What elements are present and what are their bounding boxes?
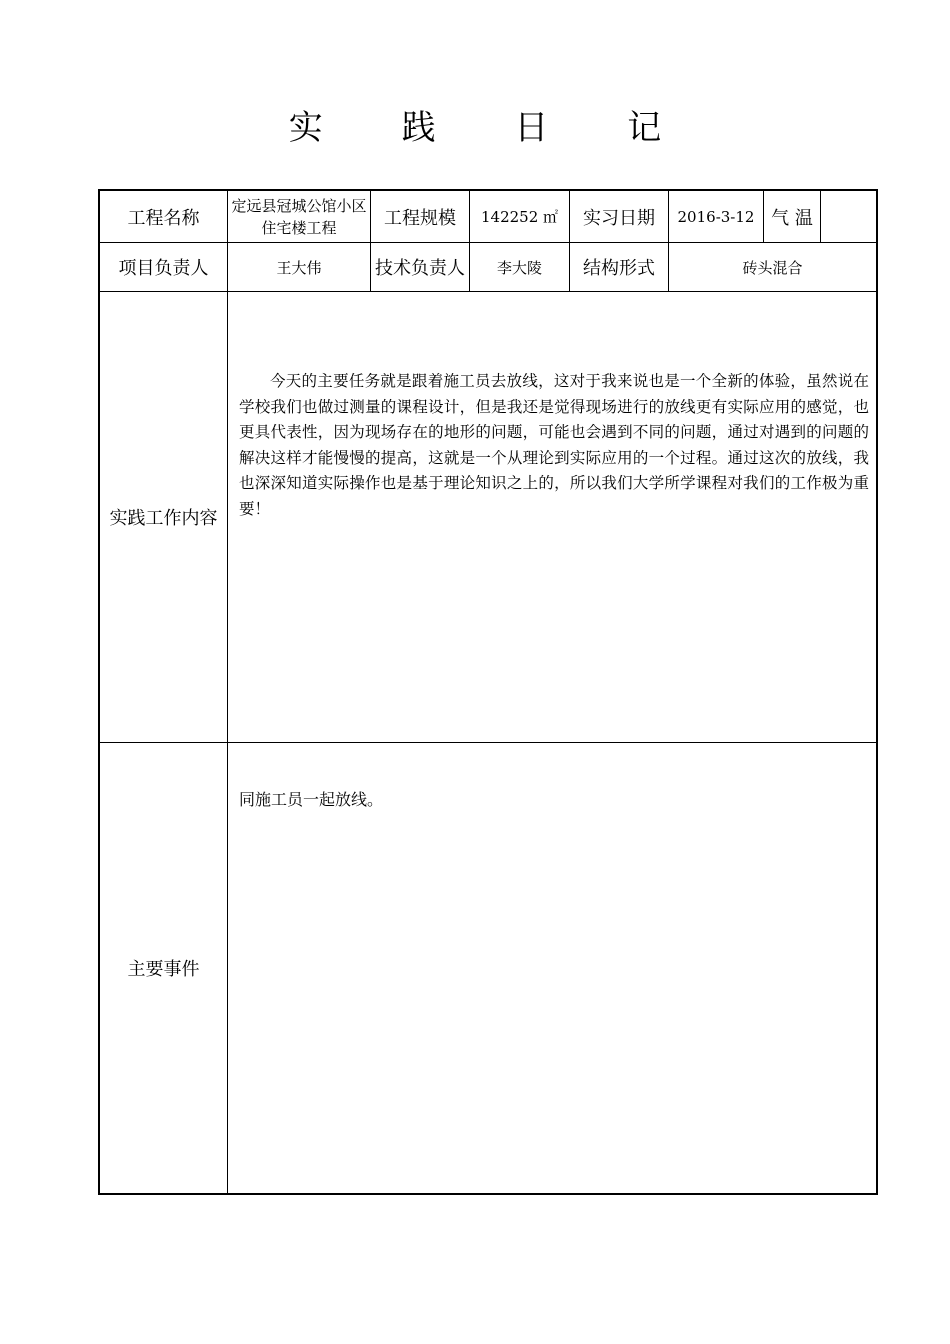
events-label: 主要事件: [127, 959, 200, 980]
temperature-label: 气 温: [771, 207, 813, 229]
project-lead-value: 王大伟: [276, 258, 322, 277]
date-label: 实习日期: [583, 207, 655, 229]
project-lead-label: 项目负责人: [118, 258, 209, 279]
tech-lead-label: 技术负责人: [375, 258, 465, 279]
scale-label: 工程规模: [384, 207, 456, 229]
date-value: 2016-3-12: [677, 207, 755, 226]
events-content: 同施工员一起放线。: [239, 790, 384, 809]
project-name-label: 工程名称: [127, 207, 200, 229]
tech-lead-value: 李大陵: [496, 258, 542, 277]
project-name-value: 定远县冠城公馆小区住宅楼工程: [231, 196, 367, 237]
structure-value: 砖头混合: [742, 258, 803, 277]
temperature-value: [821, 191, 876, 242]
structure-label: 结构形式: [583, 258, 655, 279]
column-divider: [227, 191, 228, 1193]
diary-table: [98, 189, 878, 1195]
practice-content: 今天的主要任务就是跟着施工员去放线，这对于我来说也是一个全新的体验，虽然说在学校我们也做过测量的课程设计，但是我还是觉得现场进行的放线更有实际应用的感觉，也更具代表性，因为现场存在的地形的问题，可能也会遇到不同的问题，通过对遇到的问题的解决这样才能慢慢的提高，这就是一个从理论到实际应用的一个过程。通过这次的放线，我也深深知道实际操作也是基于理论知识之上的，所以我们大学所学课程对我们的工作极为重要！: [239, 372, 869, 518]
scale-value: 142252 ㎡: [480, 208, 559, 226]
page-title: 实 践 日 记: [288, 108, 696, 148]
practice-label: 实践工作内容: [109, 508, 218, 529]
